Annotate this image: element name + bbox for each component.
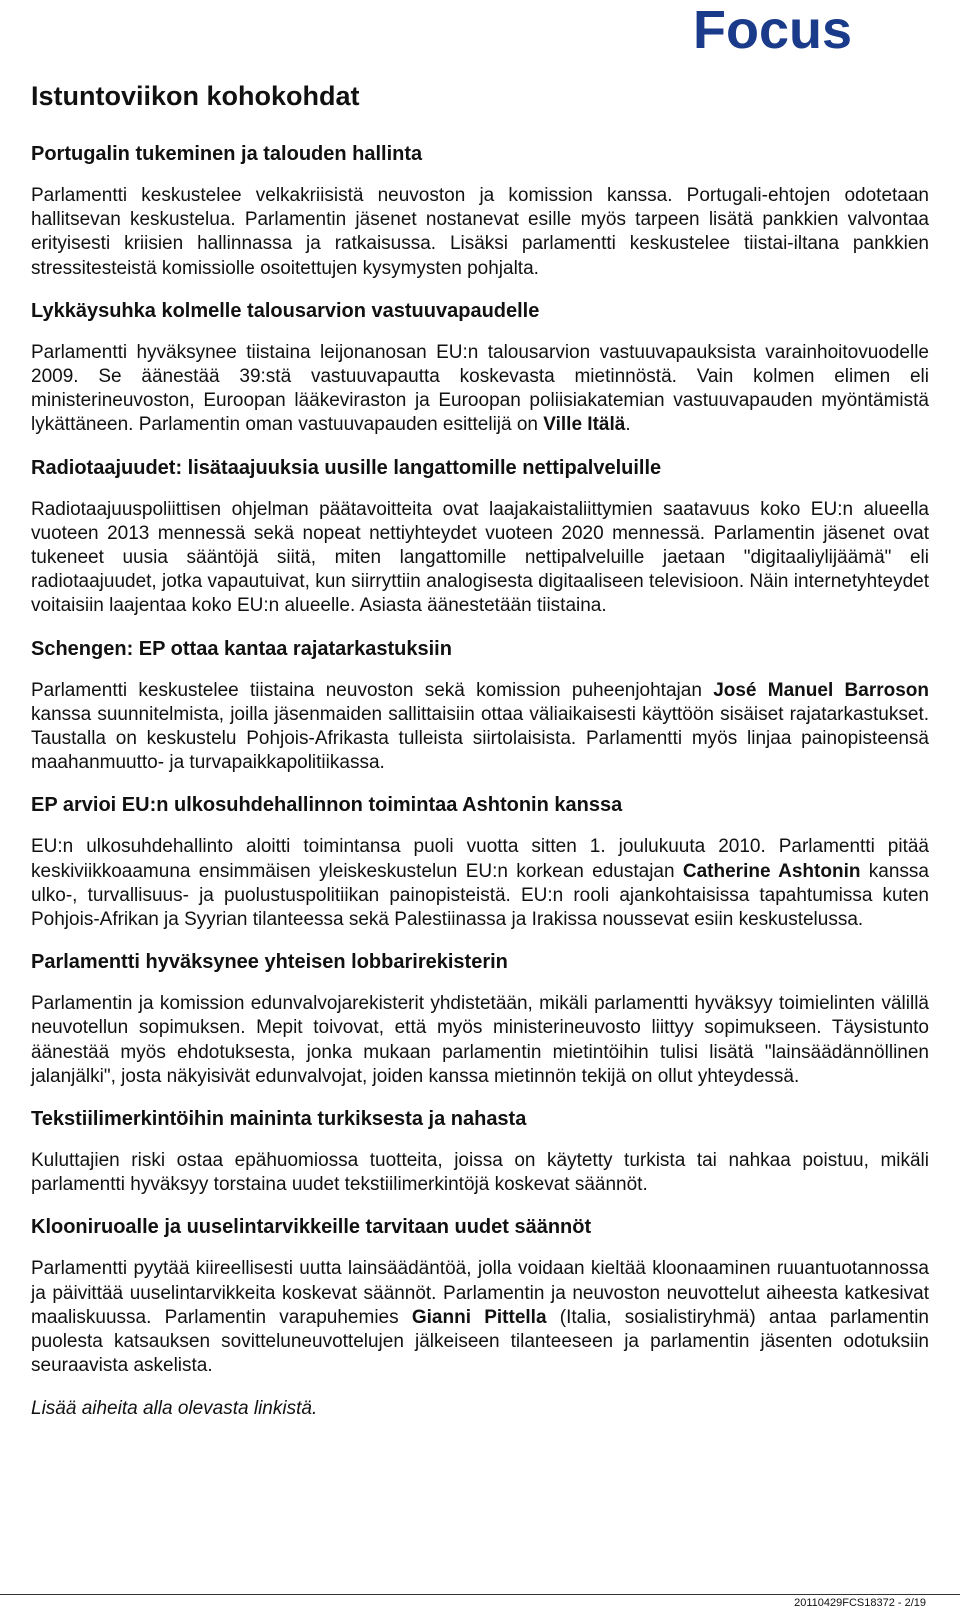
article xyxy=(31,142,929,281)
person-name: Gianni Pittella xyxy=(411,1306,547,1328)
page-title: Istuntoviikon kohokohdat xyxy=(31,81,360,111)
article-heading: Parlamentti hyväksynee yhteisen lobbarirekisterin xyxy=(31,951,508,974)
main-content xyxy=(31,80,929,1421)
article-heading: EP arvioi EU:n ulkosuhdehallinnon toimintaa Ashtonin kanssa xyxy=(31,794,623,817)
article xyxy=(31,793,929,932)
article-heading: Klooniruoalle ja uuselintarvikkeille tarvitaan uudet säännöt xyxy=(31,1216,592,1239)
article-body xyxy=(31,341,929,438)
page-reference: 20110429FCS18372 - 2/19 xyxy=(794,1597,926,1609)
article xyxy=(31,456,929,619)
article-heading: Schengen: EP ottaa kantaa rajatarkastuksiin xyxy=(31,637,452,660)
article xyxy=(31,1107,929,1197)
article-body xyxy=(31,1149,929,1197)
article xyxy=(31,299,929,438)
brand-logo: Focus xyxy=(692,0,852,60)
article-body xyxy=(31,992,929,1089)
article-heading: Portugalin tukeminen ja talouden hallinta xyxy=(31,143,423,165)
body-text: EU:n ulkosuhdehallinto aloitti toimintansa puoli vuotta sitten 1. joulukuuta 2010. Parlamentti pitää keskiviikkoaamuna ensimmäisen yleiskeskustelun EU:n korkean edustajan xyxy=(31,836,929,882)
article-body xyxy=(31,498,929,619)
body-text: Parlamentti keskustelee velkakriisistä neuvoston ja komission kanssa. Portugali-ehtojen odotetaan hallitsevan keskustelua. Parlamentin jäsenet nostanevat esille myös tarpeen lisätä pankkien valvontaa erityisesti kriisien hallinnassa ja ratkaisussa. Lisäksi parlamentti keskustelee tiistai-iltana pankkien stressitesteistä komissiolle osoitettujen kysymysten pohjalta. xyxy=(31,185,929,279)
body-text: Kuluttajien riski ostaa epähuomiossa tuotteita, joissa on käytetty turkista tai nahkaa poistuu, mikäli parlamentti hyväksyy torstaina uudet tekstiilimerkintöjä koskevat säännöt. xyxy=(31,1150,929,1196)
body-text: Parlamentti keskustelee tiistaina neuvoston sekä komission puheenjohtajan xyxy=(31,679,714,701)
footer-divider xyxy=(0,1594,960,1595)
body-text: Parlamentti hyväksynee tiistaina leijonanosan EU:n talousarvion vastuuvapauksista varainhoitovuodelle 2009. Se äänestää 39:stä vastuuvapautta koskevasta mietinnöstä. Vain kolmen elimen eli ministerineuvoston, Euroopan lääkeviraston ja Euroopan poliisiakatemian vastuuvapauden myöntämistä lykättäneen. Parlamentin oman vastuuvapauden esittelijä on xyxy=(31,341,929,436)
body-text: Parlamentin ja komission edunvalvojarekisterit yhdistetään, mikäli parlamentti hyväksyy toimielinten välillä neuvotellun sopimuksen. Mepit toivovat, että myös ministerineuvosto liittyy sopimukseen. Täysistunto äänestää myös ehdotuksesta, jonka mukaan parlamentin mietintöihin tulisi lisätä "lainsäädännöllinen jalanjälki", josta näkyisivät edunvalvojat, joiden kanssa mietinnön tekijä on ollut yhteydessä. xyxy=(31,993,929,1087)
person-name: Catherine Ashtonin xyxy=(682,860,861,882)
body-text: kanssa suunnitelmista, joilla jäsenmaiden sallittaisiin ottaa väliaikaisesti käyttöön sisäiset rajatarkastukset. Taustalla on keskustelu Pohjois-Afrikasta tulleista siirtolaisista. Parlamentti myös linjaa painopisteensä maahanmuutto- ja turvapaikkapolitiikassa. xyxy=(31,703,929,774)
article-heading: Lykkäysuhka kolmelle talousarvion vastuuvapaudelle xyxy=(31,299,540,322)
article-body xyxy=(31,835,929,932)
body-text: Radiotaajuuspoliittisen ohjelman päätavoitteita ovat laajakaistaliittymien saatavuus koko EU:n alueella vuoteen 2013 mennessä sekä nopeat nettiyhteydet vuoteen 2020 mennessä. Parlamentin jäsenet ovat tukeneet uusia sääntöjä siitä, miten langattomille nettipalveluille jaetaan "digitaaliylijäämä" eli radiotaajuudet, jotka vapautuivat, kun siirryttiin analogisesta digitaaliseen televisioon. Näin internetyhteydet voitaisiin laajentaa koko EU:n alueelle. Asiasta äänestetään tiistaina. xyxy=(31,498,929,617)
person-name: Ville Itälä xyxy=(543,414,626,436)
body-text: Parlamentti pyytää kiireellisesti uutta lainsäädäntöä, jolla voidaan kieltää kloonaaminen ruuantuotannossa ja päivittää uuselintarvikkeita koskevat säännöt. Parlamentin ja neuvoston neuvottelut aiheesta katkesivat maaliskuussa. Parlamentin varapuhemies xyxy=(31,1258,929,1328)
article-body xyxy=(31,679,929,776)
article-heading: Tekstiilimerkintöihin maininta turkiksesta ja nahasta xyxy=(31,1108,527,1131)
article-body xyxy=(31,1257,929,1378)
body-text: (Italia, sosialistiryhmä) antaa parlamentin puolesta katsauksen sovitteluneuvottelujen jälkeiseen tilanteeseen ja parlamentin jäsenten odotuksiin seuraavista askelista. xyxy=(31,1306,929,1377)
article-list xyxy=(31,142,929,1379)
article xyxy=(31,950,929,1089)
person-name: José Manuel Barroson xyxy=(713,679,930,701)
article-heading: Radiotaajuudet: lisätaajuuksia uusille langattomille nettipalveluille xyxy=(31,456,662,479)
more-topics-link[interactable]: Lisää aiheita alla olevasta linkistä. xyxy=(31,1397,318,1419)
body-text: kanssa ulko-, turvallisuus- ja puolustuspolitiikan painopisteistä. EU:n rooli ajankohtaisissa tapahtumissa kuten Pohjois-Afrikan ja Syyrian tilanteessa sekä Palestiinassa ja Irakissa noussevat esiin keskustelussa. xyxy=(31,860,929,931)
body-text: . xyxy=(625,414,631,436)
article xyxy=(31,1215,929,1378)
article-body xyxy=(31,184,929,281)
article xyxy=(31,637,929,776)
